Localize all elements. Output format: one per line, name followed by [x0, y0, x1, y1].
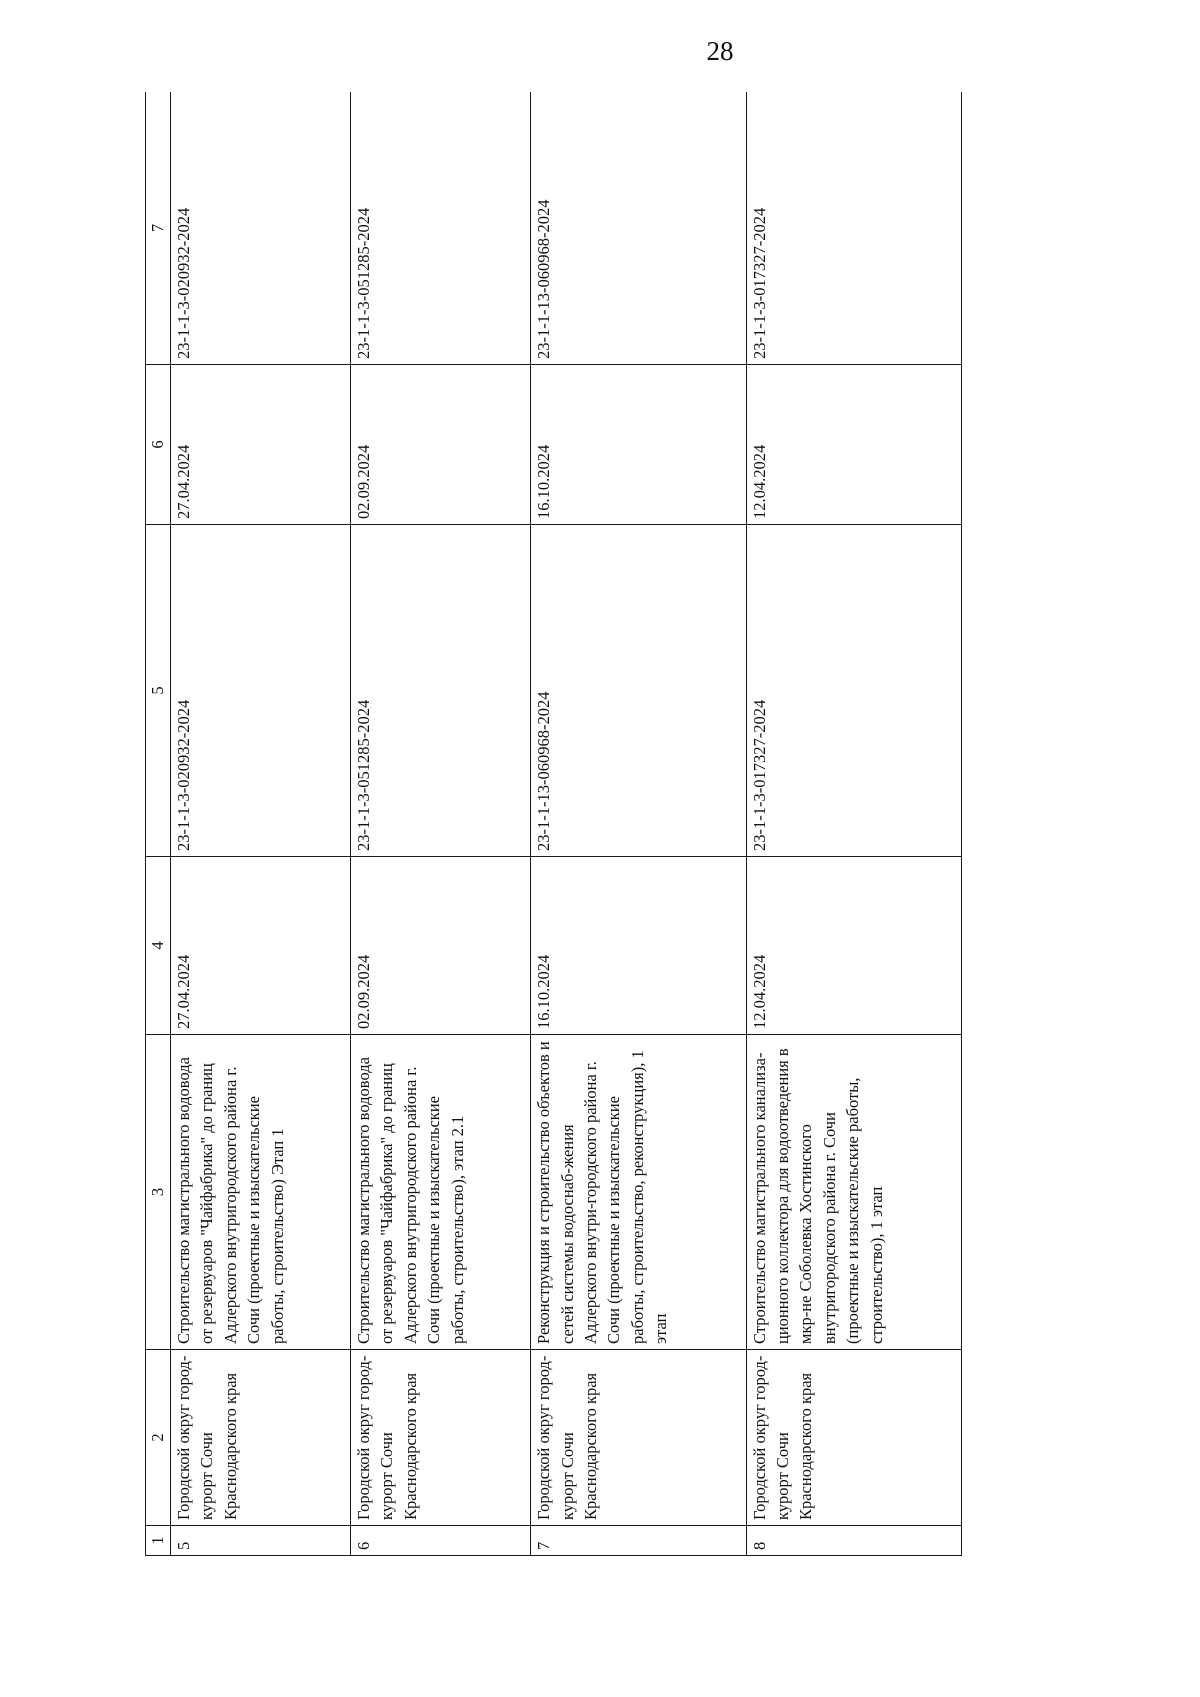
table-row: [351, 92, 531, 1556]
registry-code-cell: 23-1-1-3-051285-2024: [351, 525, 531, 857]
column-header-4: 4: [146, 857, 171, 1035]
registry-code-cell: 23-1-1-13-060968-2024: [531, 92, 746, 365]
registry-code-cell: 23-1-1-3-020932-2024: [171, 92, 351, 365]
table-row: [746, 92, 961, 1556]
date-cell: 02.09.2024: [351, 365, 531, 525]
registry-table: [145, 92, 962, 1556]
object-name-cell: Строительство магистрального водовода от резервуаров "Чайфабрика" до границ Адлерского внутригородского района г. Сочи (проектные и изыскательские работы, строительство) Этап 1: [171, 1035, 351, 1350]
object-name-cell: Строительство магистрального канализа-ционного коллектора для водоотведения в мкр-не Соболевка Хостинского внутригородского района г. Сочи (проектные и изыскательские работы, строительство), 1 этап: [746, 1035, 961, 1350]
object-name-cell: Реконструкция и строительство объектов и сетей системы водоснаб-жения Адлерского внутри-городского района г. Сочи (проектные и изыскательские работы, строительство, реконструкция), 1 этап: [531, 1035, 746, 1350]
column-header-2: 2: [146, 1350, 171, 1526]
rotated-table-container: [145, 92, 962, 1556]
date-cell: 27.04.2024: [171, 857, 351, 1035]
date-cell: 12.04.2024: [746, 857, 961, 1035]
municipality-cell: Городской округ город-курорт Сочи Краснодарского края: [531, 1350, 746, 1526]
date-cell: 02.09.2024: [351, 857, 531, 1035]
column-header-5: 5: [146, 525, 171, 857]
object-name-cell: Строительство магистрального водовода от резервуаров "Чайфабрика" до границ Адлерского внутригородского района г. Сочи (проектные и изыскательские работы, строительство), этап 2.1: [351, 1035, 531, 1350]
date-cell: 16.10.2024: [531, 365, 746, 525]
municipality-cell: Городской округ город-курорт Сочи Краснодарского края: [351, 1350, 531, 1526]
row-number: 5: [171, 1526, 351, 1556]
table-frame: [145, 92, 962, 1556]
column-header-7: 7: [146, 92, 171, 365]
date-cell: 16.10.2024: [531, 857, 746, 1035]
page-number: 28: [706, 36, 734, 66]
municipality-cell: Городской округ город-курорт Сочи Краснодарского края: [746, 1350, 961, 1526]
registry-code-cell: 23-1-1-3-017327-2024: [746, 92, 961, 365]
column-header-3: 3: [146, 1035, 171, 1350]
row-number: 6: [351, 1526, 531, 1556]
table-header-row: [146, 92, 171, 1556]
registry-code-cell: 23-1-1-13-060968-2024: [531, 525, 746, 857]
row-number: 8: [746, 1526, 961, 1556]
column-header-6: 6: [146, 365, 171, 525]
table-row: [531, 92, 746, 1556]
column-header-1: 1: [146, 1526, 171, 1556]
row-number: 7: [531, 1526, 746, 1556]
date-cell: 12.04.2024: [746, 365, 961, 525]
table-row: [171, 92, 351, 1556]
date-cell: 27.04.2024: [171, 365, 351, 525]
registry-code-cell: 23-1-1-3-051285-2024: [351, 92, 531, 365]
municipality-cell: Городской округ город-курорт Сочи Краснодарского края: [171, 1350, 351, 1526]
registry-code-cell: 23-1-1-3-017327-2024: [746, 525, 961, 857]
registry-code-cell: 23-1-1-3-020932-2024: [171, 525, 351, 857]
